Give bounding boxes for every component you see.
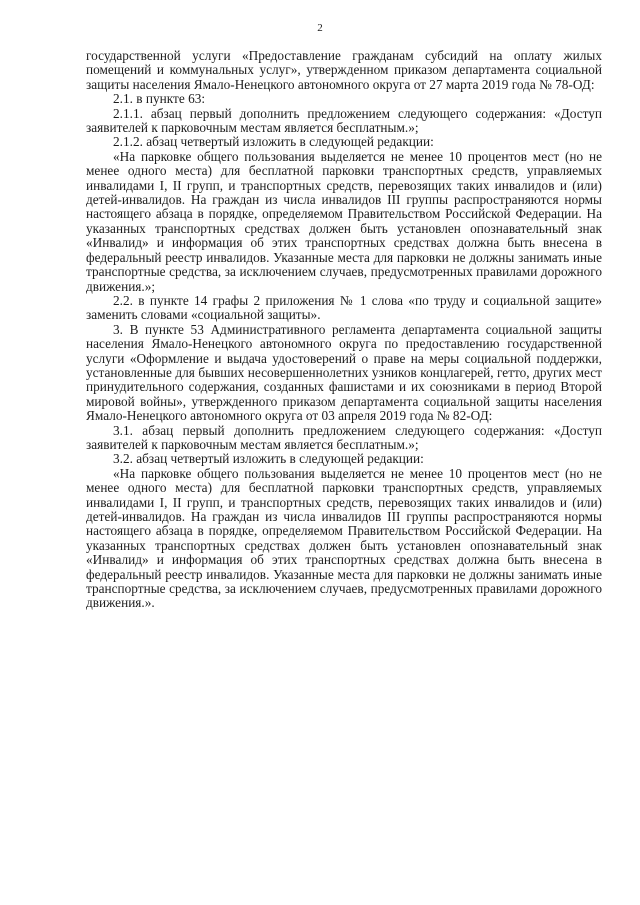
paragraph-10: «На парковке общего пользования выделяется не менее 10 процентов мест (но не менее одного места) для бесплатной парковки транспортных средств, управляемых инвалидами I, II групп, и транспортных средств, перевозящих таких инвалидов и (или) детей-инвалидов. На граждан из числа инвалидов III группы распространяются нормы настоящего абзаца в порядке, определяемом Правительством Российской Федерации. На указанных транспортных средствах должен быть установлен опознавательный знак «Инвалид» и информация об этих транспортных средствах должна быть внесена в федеральный реестр инвалидов. Указанные места для парковки не должны занимать иные транспортные средства, за исключением случаев, предусмотренных правилами дорожного движения.».: [86, 465, 602, 611]
paragraph-7: 3. В пункте 53 Административного регламента департамента социальной защиты населения Ямало-Ненецкого автономного округа по предоставлению государственной услуги «Оформление и выдача удостоверений о праве на меры социальной поддержки, установленные для бывших несовершеннолетних узников концлагерей, гетто, других мест принудительного содержания, созданных фашистами и их союзниками в период Второй мировой войны», утвержденного приказом департамента социальной защиты населения Ямало-Ненецкого автономного округа от 03 апреля 2019 года № 82-ОД:: [86, 321, 602, 424]
paragraph-8: 3.1. абзац первый дополнить предложением следующего содержания: «Доступ заявителей к парковочным местам является бесплатным.»;: [86, 422, 602, 452]
page-number: 2: [317, 22, 323, 34]
paragraph-9: 3.2. абзац четвертый изложить в следующей редакции:: [113, 451, 424, 467]
paragraph-4: 2.1.2. абзац четвертый изложить в следующей редакции:: [113, 134, 434, 150]
paragraph-2: 2.1. в пункте 63:: [113, 91, 206, 107]
paragraph-6: 2.2. в пункте 14 графы 2 приложения № 1 слова «по труду и социальной защите» заменить словами «социальной защиты».: [86, 292, 602, 323]
paragraph-3: 2.1.1. абзац первый дополнить предложением следующего содержания: «Доступ заявителей к парковочным местам является бесплатным.»;: [86, 105, 602, 136]
paragraph-5: «На парковке общего пользования выделяется не менее 10 процентов мест (но не менее одного места) для бесплатной парковки транспортных средств, управляемых инвалидами I, II групп, и транспортных средств, перевозящих таких инвалидов и (или) детей-инвалидов. На граждан из числа инвалидов III группы распространяются нормы настоящего абзаца в порядке, определяемом Правительством Российской Федерации. На указанных транспортных средствах должен быть установлен опознавательный знак «Инвалид» и информация об этих транспортных средствах должна быть внесена в федеральный реестр инвалидов. Указанные места для парковки не должны занимать иные транспортные средства, за исключением случаев, предусмотренных правилами дорожного движения.»;: [86, 148, 602, 294]
document-body: [86, 49, 602, 611]
paragraph-1: государственной услуги «Предоставление гражданам субсидий на оплату жилых помещений и коммунальных услуг», утвержденном приказом департамента социальной защиты населения Ямало-Ненецкого автономного округа от 27 марта 2019 года № 78-ОД:: [86, 48, 602, 92]
